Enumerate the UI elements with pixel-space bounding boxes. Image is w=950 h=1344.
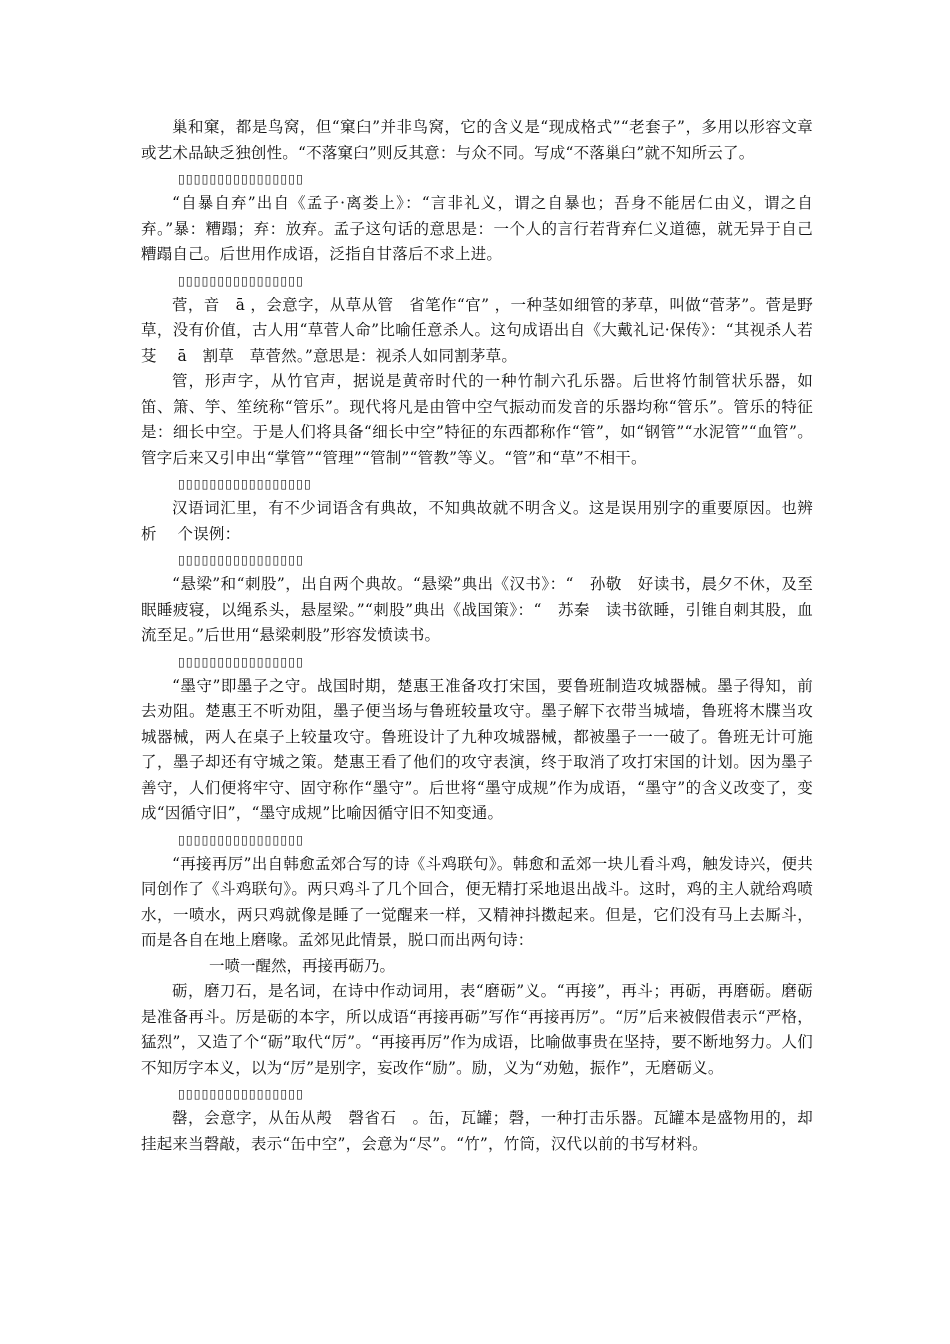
paragraph: 管，形声字，从竹官声，据说是黄帝时代的一种竹制六孔乐器。后世将竹制管状乐器，如笛、箫、竽、笙统称“管乐”。现代将凡是由管中空气振动而发音的乐器均称“管乐”。管乐的特征是：细长中空。于是人们将具备“细长中空”特征的东西都称作“管”，如“钢管”“水泥管”“血管”。管字后来又引申出“掌管”“管理”“管制”“管教”等义。“管”和“草”不相干。 <box>141 372 813 467</box>
section-heading: ▯▯▯▯▯▯▯▯▯▯▯▯▯▯▯▯ <box>178 1086 305 1101</box>
poem-line: 一喷一醒然，再接再砺乃。 <box>209 956 396 975</box>
paragraph: “自暴自弃”出自《孟子·离娄上》：“言非礼义，谓之自暴也；吾身不能居仁由义，谓之自弃。”暴：糟蹋；弃：放弃。孟子这句话的意思是：一个人的言行若背弃仁义道德，就无异于自己糟蹋自己。后世用作成语，泛指自甘落后不求上进。 <box>141 194 813 263</box>
paragraph: 菅，音 ā ，会意字，从草从管 省笔作“官” ，一种茎如细管的茅草，叫做“菅茅”。菅是野草，没有价值，古人用“草菅人命”比喻任意杀人。这句成语出自《大戴礼记·保传》：“其视杀人若芟 ā 割草 草菅然。”意思是：视杀人如同割茅草。 <box>141 295 813 365</box>
paragraph: 巢和窠，都是鸟窝，但“窠臼”并非鸟窝，它的含义是“现成格式”“老套子”，多用以形容文章或艺术品缺乏独创性。“不落窠臼”则反其意：与众不同。写成“不落巢臼”就不知所云了。 <box>141 118 813 162</box>
paragraph: 汉语词汇里，有不少词语含有典故，不知典故就不明含义。这是误用别字的重要原因。也辨析 个误例： <box>141 499 813 543</box>
section-heading: ▯▯▯▯▯▯▯▯▯▯▯▯▯▯▯▯ <box>178 653 305 669</box>
section-heading: ▯▯▯▯▯▯▯▯▯▯▯▯▯▯▯▯ <box>178 831 305 847</box>
paragraph: “悬梁”和“刺股”，出自两个典故。“悬梁”典出《汉书》：“ 孙敬 好读书，晨夕不休，及至眠睡疲寝，以绳系头，悬屋梁。”“刺股”典出《战国策》：“ 苏秦 读书欲睡，引锥自刺其股，血流至足。”后世用“悬梁刺股”形容发愤读书。 <box>141 575 813 644</box>
section-heading: ▯▯▯▯▯▯▯▯▯▯▯▯▯▯▯▯ <box>178 552 305 567</box>
paragraph: “墨守”即墨子之守。战国时期，楚惠王准备攻打宋国，要鲁班制造攻城器械。墨子得知，前去劝阻。楚惠王不听劝阻，墨子便当场与鲁班较量攻守。墨子解下衣带当城墙，鲁班将木牒当攻城器械，两人在桌子上较量攻守。鲁班设计了九种攻城器械，都被墨子一一破了。鲁班无计可施了，墨子却还有守城之策。楚惠王看了他们的攻守表演，终于取消了攻打宋国的计划。因为墨子善守，人们便将牢守、固守称作“墨守”。后世将“墨守成规”作为成语，“墨守”的含义改变了，变成“因循守旧”，“墨守成规”比喻因循守旧不知变通。 <box>141 676 813 822</box>
section-heading: ▯▯▯▯▯▯▯▯▯▯▯▯▯▯▯▯ <box>178 171 305 186</box>
text-column <box>141 115 813 1157</box>
paragraph: “再接再厉”出自韩愈孟郊合写的诗《斗鸡联句》。韩愈和孟郊一块儿看斗鸡，触发诗兴，便共同创作了《斗鸡联句》。两只鸡斗了几个回合，便无精打采地退出战斗。这时，鸡的主人就给鸡喷水，一喷水，两只鸡就像是睡了一觉醒来一样，又精神抖擞起来。但是，它们没有马上去厮斗，而是各自在地上磨喙。孟郊见此情景，脱口而出两句诗： <box>141 854 813 949</box>
section-heading: ▯▯▯▯▯▯▯▯▯▯▯▯▯▯▯▯ <box>178 272 305 288</box>
paragraph: 罄，会意字，从缶从殸 磬省石 。缶，瓦罐；磬，一种打击乐器。瓦罐本是盛物用的，却挂起来当磬敲，表示“缶中空”，会意为“尽”。“竹”，竹筒，汉代以前的书写材料。 <box>141 1109 813 1153</box>
paragraph: 砺，磨刀石，是名词，在诗中作动词用，表“磨砺”义。“再接”，再斗；再砺，再磨砺。磨砺是准备再斗。厉是砺的本字，所以成语“再接再砺”写作“再接再厉”。“厉”后来被假借表示“严格，猛烈”，又造了个“砺”取代“厉”。“再接再厉”作为成语，比喻做事贵在坚持，要不断地努力。人们不知厉字本义，以为“厉”是别字，妄改作“励”。励，义为“劝勉，振作”，无磨砺义。 <box>141 982 813 1077</box>
section-heading: ▯▯▯▯▯▯▯▯▯▯▯▯▯▯▯▯▯ <box>178 476 312 491</box>
